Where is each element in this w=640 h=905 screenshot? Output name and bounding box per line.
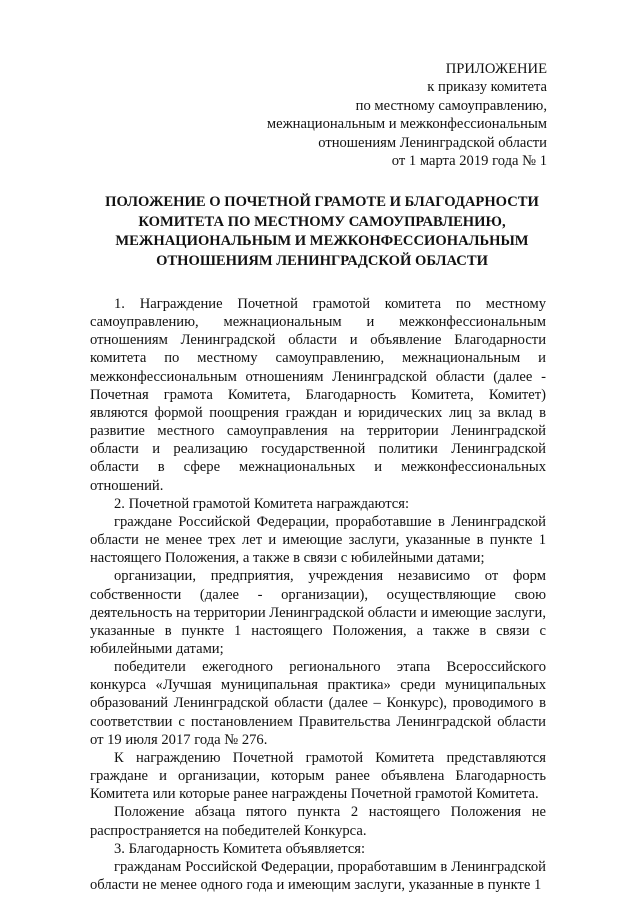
paragraph-citizens: граждане Российской Федерации, проработавшие в Ленинградской области не менее трех лет и имеющие заслуги, указанные в пункте 1 настоящего Положения, а также в связи с юбилейными датами; — [90, 513, 546, 567]
appendix-line: ПРИЛОЖЕНИЕ — [445, 61, 547, 77]
paragraph-2-heading: 2. Почетной грамотой Комитета награждаются: — [114, 495, 410, 512]
appendix-line: по местному самоуправлению, — [355, 97, 547, 114]
paragraph-contest-winners: победители ежегодного регионального этапа Всероссийского конкурса «Лучшая муниципальная практика» среди муниципальных образований Ленинградской области (далее – Конкурс), проводимого в соответствии с постановлением Правительства Ленинградской области от 19 июля 2017 года № 276. — [90, 659, 546, 748]
paragraph-organizations: организации, предприятия, учреждения независимо от форм собственности (далее - организации), осуществляющие свою деятельность на территории Ленинградской области и имеющие заслуги, указанные в пункте 1 настоящего Положения, а также в связи с юбилейными датами; — [90, 568, 546, 657]
title-line: МЕЖНАЦИОНАЛЬНЫМ И МЕЖКОНФЕССИОНАЛЬНЫМ — [115, 233, 529, 249]
appendix-line: межнациональным и межконфессиональным — [266, 116, 547, 133]
appendix-line: отношениям Ленинградской области — [318, 134, 547, 151]
appendix-header — [267, 60, 547, 170]
title-line: ОТНОШЕНИЯМ ЛЕНИНГРАДСКОЙ ОБЛАСТИ — [156, 252, 488, 269]
paragraph-gratitude-citizens: гражданам Российской Федерации, проработавшим в Ленинградской области не менее одного года и имеющим заслуги, указанные в пункте 1 — [90, 858, 546, 893]
paragraph-exception: Положение абзаца пятого пункта 2 настоящего Положения не распространяется на победителей Конкурса. — [90, 804, 546, 839]
title-line: КОМИТЕТА ПО МЕСТНОМУ САМОУПРАВЛЕНИЮ, — [138, 213, 506, 230]
paragraph-1: 1. Награждение Почетной грамотой комитета по местному самоуправлению, межнациональным и межконфессиональным отношениям Ленинградской области и объявление Благодарности комитета по местному самоуправлению, межнациональным и межконфессиональным отношениям Ленинградской области (далее - Почетная грамота Комитета, Благодарность Комитета, Комитет) являются формой поощрения граждан и юридических лиц за вклад в развитие местного самоуправления на территории Ленинградской области и реализацию государственной политики Ленинградской области в сфере межнациональных и межконфессиональных отношений. — [90, 296, 546, 494]
paragraph-3-heading: 3. Благодарность Комитета объявляется: — [114, 840, 366, 857]
appendix-line: к приказу комитета — [427, 79, 547, 96]
title-line: ПОЛОЖЕНИЕ О ПОЧЕТНОЙ ГРАМОТЕ И БЛАГОДАРНОСТИ — [105, 194, 539, 210]
document-title — [96, 193, 548, 271]
appendix-line: от 1 марта 2019 года № 1 — [391, 153, 547, 170]
paragraph-nomination: К награждению Почетной грамотой Комитета представляются граждане и организации, которым ранее объявлена Благодарность Комитета или которые ранее награждены Почетной грамотой Комитета. — [90, 749, 546, 803]
document-body — [90, 295, 546, 894]
